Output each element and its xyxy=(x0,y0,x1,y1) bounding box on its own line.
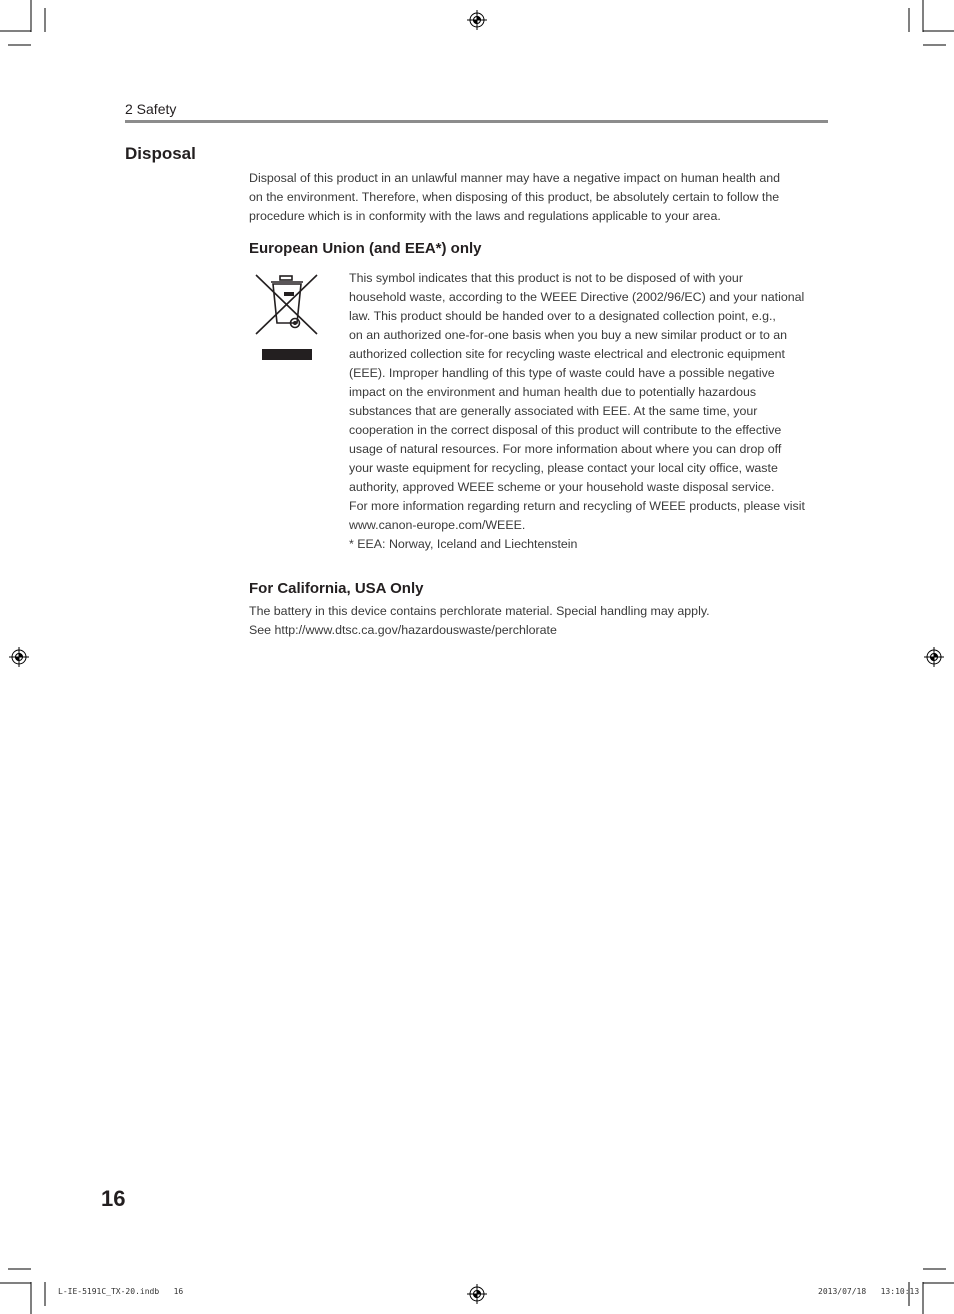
disposal-intro xyxy=(249,169,824,226)
eea-footnote: * EEA: Norway, Iceland and Liechtenstein xyxy=(349,537,578,551)
text-line: on the environment. Therefore, when disposing of this product, be absolutely certain to follow the xyxy=(249,190,780,204)
crossed-out-wheeled-bin-icon xyxy=(253,271,321,363)
text-line: Disposal of this product in an unlawful manner may have a negative impact on human health and xyxy=(249,171,781,185)
print-slug-file: L-IE-5191C_TX-20.indb 16 xyxy=(58,1287,184,1296)
print-slug-timestamp: 2013/07/18 13:10:13 xyxy=(818,1287,920,1296)
text-line: substances that are generally associated with EEE. At the same time, your xyxy=(349,404,758,418)
text-line: cooperation in the correct disposal of this product will contribute to the effective xyxy=(349,423,782,437)
text-line: procedure which is in conformity with the laws and regulations applicable to your area. xyxy=(249,209,721,223)
text-line: (EEE). Improper handling of this type of waste could have a possible negative xyxy=(349,366,775,380)
text-line: authorized collection site for recycling waste electrical and electronic equipment xyxy=(349,347,785,361)
text-line: impact on the environment and human health due to potentially hazardous xyxy=(349,385,757,399)
section-header: 2 Safety xyxy=(125,101,177,117)
page-title: Disposal xyxy=(125,144,196,163)
page-number: 16 xyxy=(101,1186,126,1211)
text-line: The battery in this device contains perchlorate material. Special handling may apply. xyxy=(249,604,710,618)
text-line: usage of natural resources. For more information about where you can drop off xyxy=(349,442,782,456)
text-line: household waste, according to the WEEE Directive (2002/96/EC) and your national xyxy=(349,290,805,304)
text-line: www.canon-europe.com/WEEE. xyxy=(349,518,526,532)
text-line: This symbol indicates that this product is not to be disposed of with your xyxy=(349,271,743,285)
eu-body xyxy=(349,269,825,554)
text-line: on an authorized one-for-one basis when you buy a new similar product or to an xyxy=(349,328,788,342)
california-heading: For California, USA Only xyxy=(249,580,424,597)
text-line: For more information regarding return and recycling of WEEE products, please visit xyxy=(349,499,805,513)
header-rule xyxy=(125,120,828,123)
text-line: your waste equipment for recycling, please contact your local city office, waste xyxy=(349,461,778,475)
text-line: authority, approved WEEE scheme or your household waste disposal service. xyxy=(349,480,775,494)
california-body xyxy=(249,602,824,640)
text-line: See http://www.dtsc.ca.gov/hazardouswaste/perchlorate xyxy=(249,623,557,637)
eu-heading: European Union (and EEA*) only xyxy=(249,240,482,257)
text-line: law. This product should be handed over to a designated collection point, e.g., xyxy=(349,309,776,323)
